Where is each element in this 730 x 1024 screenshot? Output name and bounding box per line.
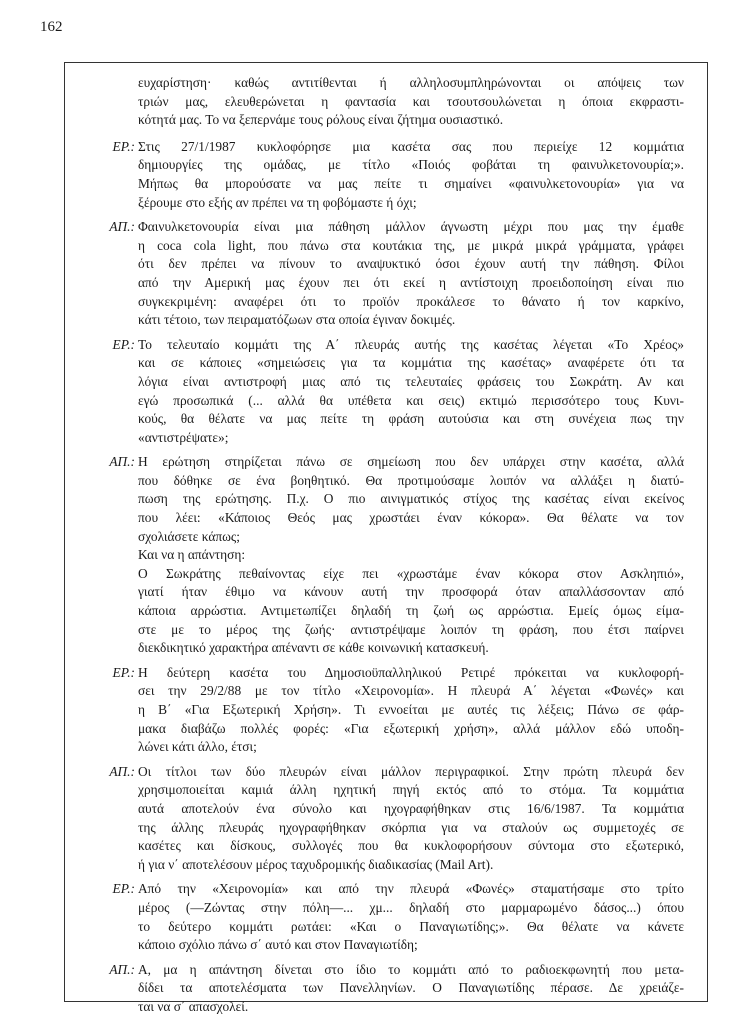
- text-line: Φαινυλκετονουρία είναι μια πάθηση μάλλον άγνωστη μέχρι που μας την έμαθε: [138, 219, 684, 235]
- text-line: ευχαρίστηση· καθώς αντιτίθενται ή αλληλοσυμπληρώνονται οι απόψεις των: [138, 75, 684, 90]
- text-line: Ο Σωκράτης πεθαίνοντας είχε πει «χρωστάμε έναν κόκορα στον Ασκληπιό»,: [138, 565, 684, 581]
- text-line: που λέει: «Κάποιος Θεός μας χρωστάει έναν κόκορα». Θα θέλατε να τον: [138, 510, 684, 526]
- text-line: Μήπως θα μπορούσατε να μας πείτε τι σημαίνει «φαινυλκετονουρία» για να: [138, 175, 684, 191]
- text-line: Στις 27/1/1987 κυκλοφόρησε μια κασέτα σας που περιείχε 12 κομμάτια: [138, 138, 684, 154]
- text-line: κάτι τέτοιο, των πειραματόζωων στα οποία έγιναν δοκιμές.: [138, 312, 456, 328]
- speaker-label: ΑΠ.:: [109, 763, 135, 779]
- text-line: γιατί ήταν έθιμο να κάνουν αυτή την προσφορά όταν απαλλάσσονταν από: [138, 584, 684, 600]
- text-line: δίδει τα αποτελέσματα των Πανελληνίων. Ο Παναγιωτίδης πέρασε. Δε χρειάζε-: [138, 980, 684, 996]
- text-line: και σε κάποιες «σημειώσεις για τα κομμάτια της κασέτας» αναφέρετε ότι τα: [138, 355, 684, 371]
- text-line: κάποια αρρώστια. Αντιμετωπίζει δηλαδή τη ζωή ως αρρώστια. Εμείς όμως είμα-: [138, 603, 684, 619]
- text-line: ότι δεν πρέπει να πίνουν το αναψυκτικό όσοι έχουν αυτή την πάθηση. Φίλοι: [138, 256, 684, 272]
- text-line: της άλλης πλευράς ηχογραφήθηκαν σκόρπια για να σταλούν ως συμμετοχές σε: [138, 819, 684, 835]
- question-block: [84, 664, 684, 757]
- text-line: ξέρουμε στο εξής αν πρέπει να τη φοβόμαστε ή όχι;: [138, 194, 417, 210]
- text-line: πωση της ερώτησης. Π.χ. Ο πιο αινιγματικός στίχος της κασέτας είναι εκείνος: [138, 491, 684, 507]
- page-number: 162: [40, 19, 63, 35]
- text-line: Α, μα η απάντηση δίνεται στο ίδιο το κομμάτι από το ραδιοεκφωνητή που μετα-: [138, 961, 684, 977]
- text-line: το δεύτερο κομμάτι ρωτάει: «Και ο Παναγιωτίδης;». Θα θέλατε να κάνετε: [138, 918, 684, 934]
- speaker-label: ΕΡ.:: [112, 138, 135, 154]
- text-line: Η ερώτηση στηρίζεται πάνω σε σημείωση που δεν υπάρχει στην κασέτα, αλλά: [138, 454, 684, 470]
- intro-paragraph: [84, 74, 684, 130]
- text-line: Και να η απάντηση:: [138, 547, 246, 563]
- text-line: στε με το μέρος της ζωής· αντιστρέψαμε λοιπόν τη φράση, που έτσι παίρνει: [138, 621, 684, 637]
- text-line: Από την «Χειρονομία» και από την πλευρά «Φωνές» σταματήσαμε στο τρίτο: [138, 881, 684, 897]
- interview-text: [84, 74, 684, 1023]
- speaker-label: ΕΡ.:: [112, 336, 135, 352]
- text-line: λόγια είναι αντιστροφή μιας από τις τελευταίες φράσεις του Σωκράτη. Αν και: [138, 373, 684, 389]
- question-block: [84, 138, 684, 212]
- text-line: ται να σ΄ απασχολεί.: [138, 998, 249, 1014]
- text-line: η Β΄ «Για Εξωτερική Χρήση». Τι εννοείται με αυτές τις λέξεις; Πάνω σε φάρ-: [138, 702, 684, 717]
- question-block: [84, 336, 684, 448]
- text-line: η coca cola light, που πάνω στα κουτάκια της, με μικρά μικρά γράμματα, γράφει: [138, 237, 684, 253]
- speaker-label: ΑΠ.:: [109, 454, 135, 470]
- speaker-label: ΕΡ.:: [112, 881, 135, 897]
- text-line: συγκεκριμένη: αναφέρει ότι το προϊόν προκάλεσε το θάνατο ή τον καρκίνο,: [138, 293, 684, 309]
- text-line: δημιουργίες της ομάδας, με τίτλο «Ποιός φοβάται τη φαινυλκετονουρία;».: [138, 157, 684, 173]
- text-line: «αντιστρέψατε»;: [138, 429, 229, 445]
- speaker-label: ΑΠ.:: [109, 961, 135, 977]
- text-line: κασέτες και δίσκους, συλλογές που θα κυκλοφορήσουν σύντομα στο εξωτερικό,: [138, 838, 684, 854]
- text-line: τριών μας, ελευθερώνεται η φαντασία και τσουτσουλώνεται η όποια εκφραστι-: [138, 93, 684, 109]
- answer-block: [84, 763, 684, 875]
- text-line: μακα διαβάζω πολλές φορές: «Για εξωτερική χρήση», αλλά μάλλον εδώ υποδη-: [138, 720, 684, 736]
- text-line: Η δεύτερη κασέτα του Δημοσιοϋπαλληλικού Ρετιρέ πρόκειται να κυκλοφορή-: [138, 664, 684, 680]
- text-line: κότητά μας. Το να ξεπερνάμε τους ρόλους είναι ζήτημα ουσιαστικό.: [138, 112, 504, 128]
- text-line: αυτά αποτελούν ένα σύνολο και ηχογραφήθηκαν στις 16/6/1987. Τα κομμάτια: [138, 800, 684, 816]
- text-line: από την Αμερική μας έχουν πει ότι εκεί η αντίστοιχη προειδοποίηση είναι πιο: [138, 274, 684, 290]
- text-line: κούς, θα θέλατε να μας πείτε τη φράση αυτούσια και στη συνέχεια πως την: [138, 411, 684, 427]
- text-line: σει την 29/2/88 με τον τίτλο «Χειρονομία». Η πλευρά Α΄ λέγεται «Φωνές» και: [138, 683, 684, 699]
- text-line: λώνει κάτι άλλο, έτσι;: [138, 739, 257, 755]
- answer-block: [84, 218, 684, 330]
- question-block: [84, 880, 684, 954]
- answer-block: [84, 453, 684, 658]
- speaker-label: ΕΡ.:: [112, 664, 135, 680]
- text-line: Οι τίτλοι των δύο πλευρών είναι μάλλον περιγραφικοί. Στην πρώτη πλευρά δεν: [138, 763, 684, 779]
- text-line: μέρος (—Ζώντας στην πόλη—... χμ... δηλαδή στο μαρμαρωμένο δάσος...) όπου: [138, 899, 684, 915]
- text-line: διεκδικητικό χαρακτήρα απέναντι σε κάθε κοινωνική κατασκευή.: [138, 640, 489, 656]
- text-line: κάποιο σχόλιο πάνω σ΄ αυτό και στον Παναγιωτίδη;: [138, 937, 418, 953]
- text-line: χρησιμοποιείται καμιά άλλη ηχητική πηγή εκτός από το στόμα. Τα κομμάτια: [138, 782, 684, 798]
- text-line: που δόθηκε σε ένα βοηθητικό. Θα προτιμούσαμε λοιπόν να αλλάξει η διατύ-: [138, 472, 684, 488]
- text-line: ή για ν΄ αποτελέσουν μέρος ταχυδρομικής διαδικασίας (Mail Art).: [138, 856, 494, 872]
- text-line: Το τελευταίο κομμάτι της Α΄ πλευράς αυτής της κασέτας λέγεται «Το Χρέος»: [138, 336, 684, 352]
- answer-block: [84, 961, 684, 1017]
- text-line: εγώ προσωπικά (... αλλά θα υπέθετα και σεις) εκτιμώ περισσότερο τους Κυνι-: [138, 392, 684, 408]
- text-line: σχολιάσετε κάπως;: [138, 528, 240, 544]
- speaker-label: ΑΠ.:: [109, 219, 135, 235]
